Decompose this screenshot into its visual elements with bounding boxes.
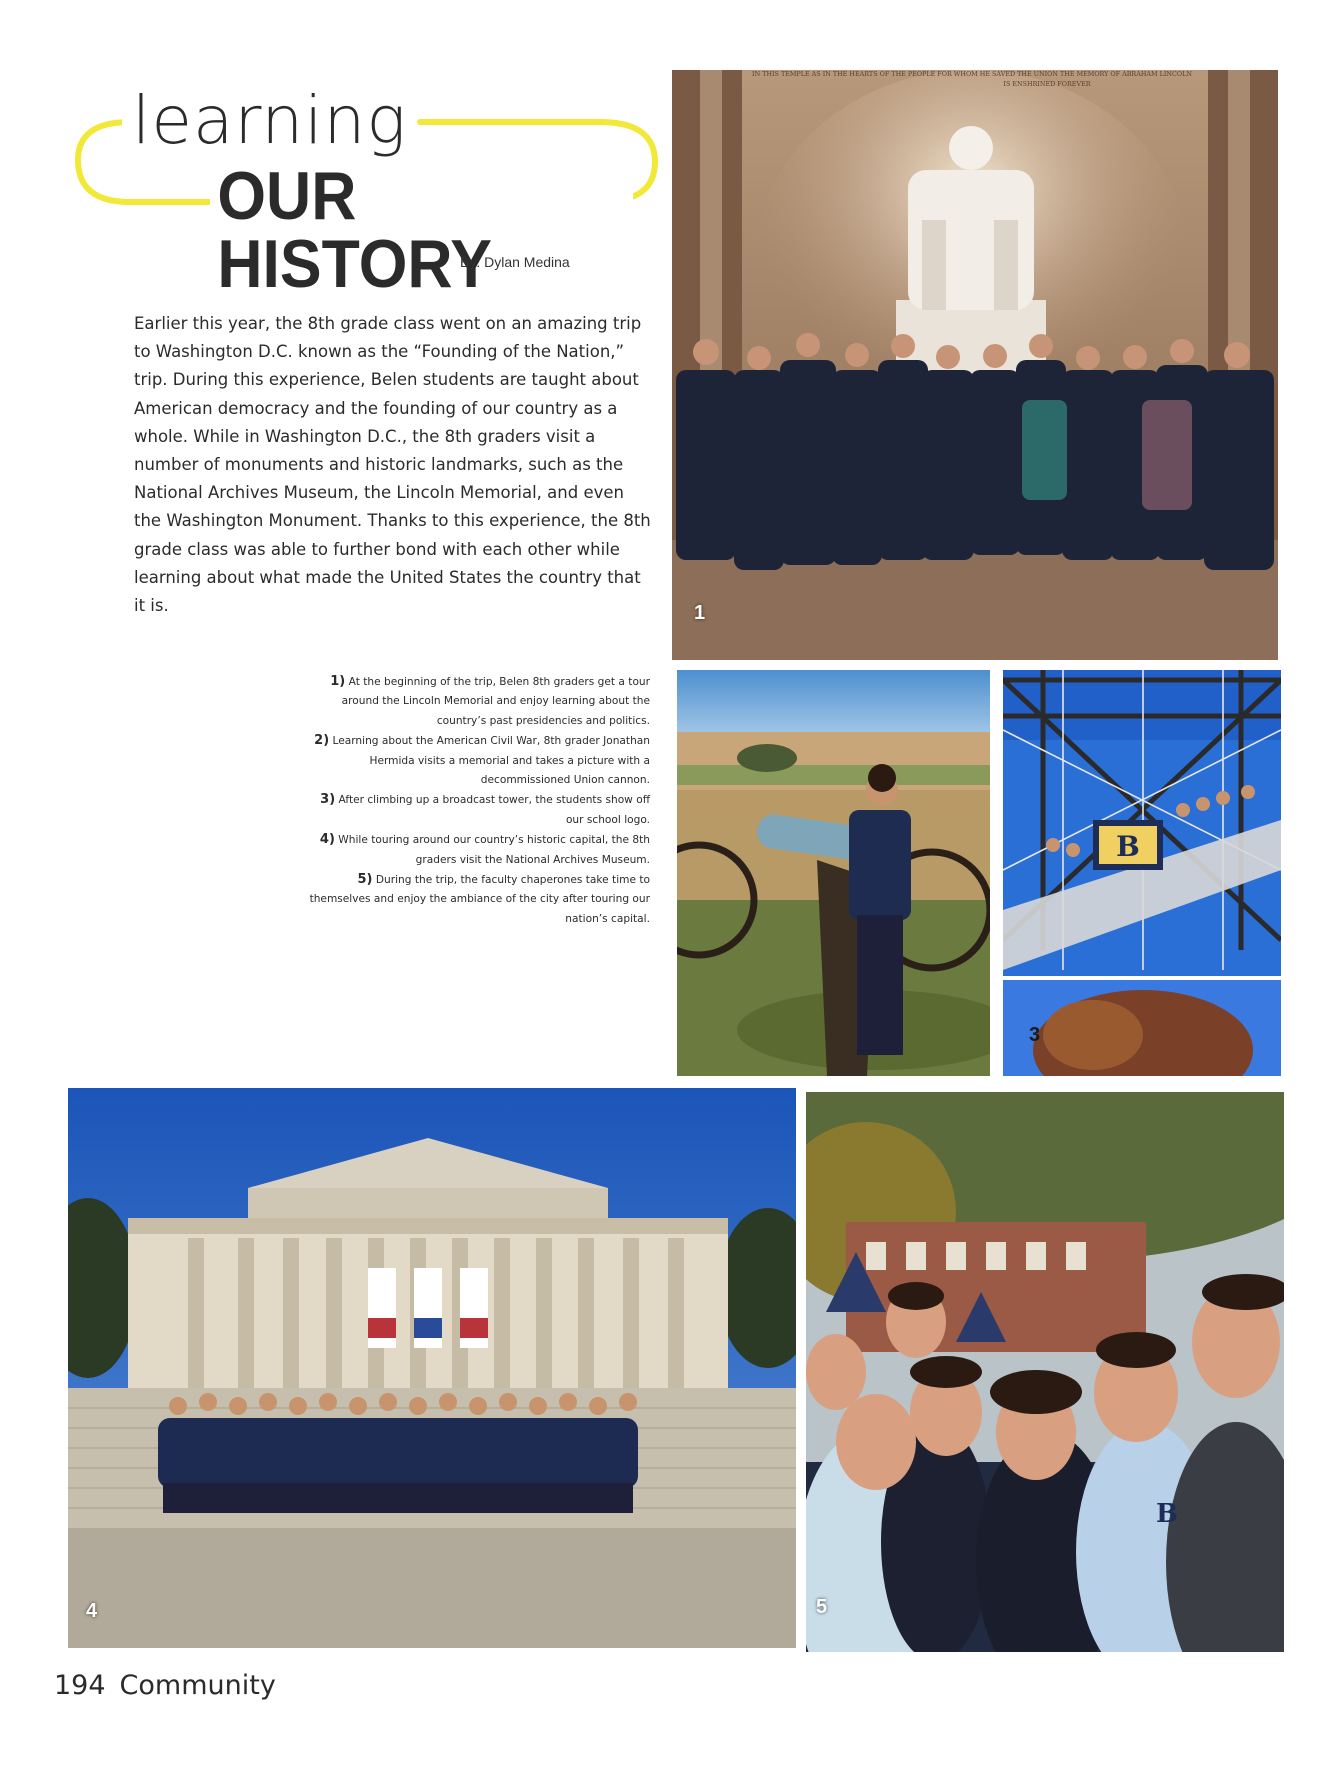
- photo-lincoln-memorial: [672, 70, 1278, 660]
- page-footer: [54, 1670, 276, 1701]
- inscription-line-2: IS ENSHRINED FOREVER: [1003, 80, 1091, 88]
- tower-image: [1003, 670, 1281, 1076]
- school-logo-letter: B: [1156, 1499, 1178, 1529]
- caption-number: 2): [314, 733, 330, 749]
- caption-text: During the trip, the faculty chaperones take time to themselves and enjoy the ambiance of the city after touring our nation’s capital.: [309, 874, 650, 925]
- national-archives-image: [68, 1088, 796, 1648]
- photo-number: 3: [1029, 1024, 1041, 1046]
- caption-number: 1): [330, 674, 346, 689]
- caption-text: At the beginning of the trip, Belen 8th graders get a tour around the Lincoln Memorial and enjoy learning about the country’s past presidencies and politics.: [341, 676, 650, 727]
- lincoln-memorial-image: [672, 70, 1278, 660]
- photo-captions: [300, 672, 650, 929]
- caption-number: 5): [357, 872, 373, 888]
- caption-1: [300, 672, 650, 731]
- chaperones-image: [806, 1092, 1284, 1652]
- photo-national-archives: [68, 1088, 796, 1648]
- page-number: 194: [54, 1670, 106, 1701]
- photo-broadcast-tower: [1003, 670, 1281, 1076]
- byline: By: Dylan Medina: [460, 254, 570, 270]
- caption-text: After climbing up a broadcast tower, the students show off our school logo.: [338, 794, 650, 826]
- photo-number: 4: [86, 1600, 98, 1622]
- cannon-image: [677, 670, 990, 1076]
- photo-faculty-chaperones: [806, 1092, 1284, 1652]
- school-logo-letter: B: [1116, 830, 1140, 863]
- caption-number: 3): [320, 792, 336, 808]
- caption-4: [300, 830, 650, 870]
- caption-text: While touring around our country’s historic capital, the 8th graders visit the National Archives Museum.: [338, 834, 650, 866]
- caption-5: [300, 870, 650, 929]
- caption-3: [300, 790, 650, 830]
- photo-number: 5: [816, 1596, 828, 1618]
- photo-number: 1: [694, 602, 706, 624]
- inscription-line-1: IN THIS TEMPLE AS IN THE HEARTS OF THE PEOPLE FOR WHOM HE SAVED THE UNION THE MEMORY OF ABRAHAM LINCOLN: [752, 70, 1192, 78]
- article-body: Earlier this year, the 8th grade class went on an amazing trip to Washington D.C. known as the “Founding of the Nation,” trip. During this experience, Belen students are taught about American democracy and the founding of our country as a whole. While in Washington D.C., the 8th graders visit a number of monuments and historic landmarks, such as the National Archives Museum, the Lincoln Memorial, and even the Washington Monument. Thanks to this experience, the 8th grade class was able to further bond with each other while learning about what made the United States the country that it is.: [134, 314, 651, 616]
- caption-2: [300, 731, 650, 790]
- title-line-learning: learning: [122, 88, 417, 154]
- title-line-our-history: OUR HISTORY: [210, 162, 633, 298]
- caption-text: Learning about the American Civil War, 8th grader Jonathan Hermida visits a memorial and takes a picture with a decommissioned Union cannon.: [332, 735, 650, 787]
- photo-civil-war-cannon: [677, 670, 990, 1076]
- caption-number: 4): [319, 832, 335, 848]
- section-name: Community: [119, 1670, 276, 1701]
